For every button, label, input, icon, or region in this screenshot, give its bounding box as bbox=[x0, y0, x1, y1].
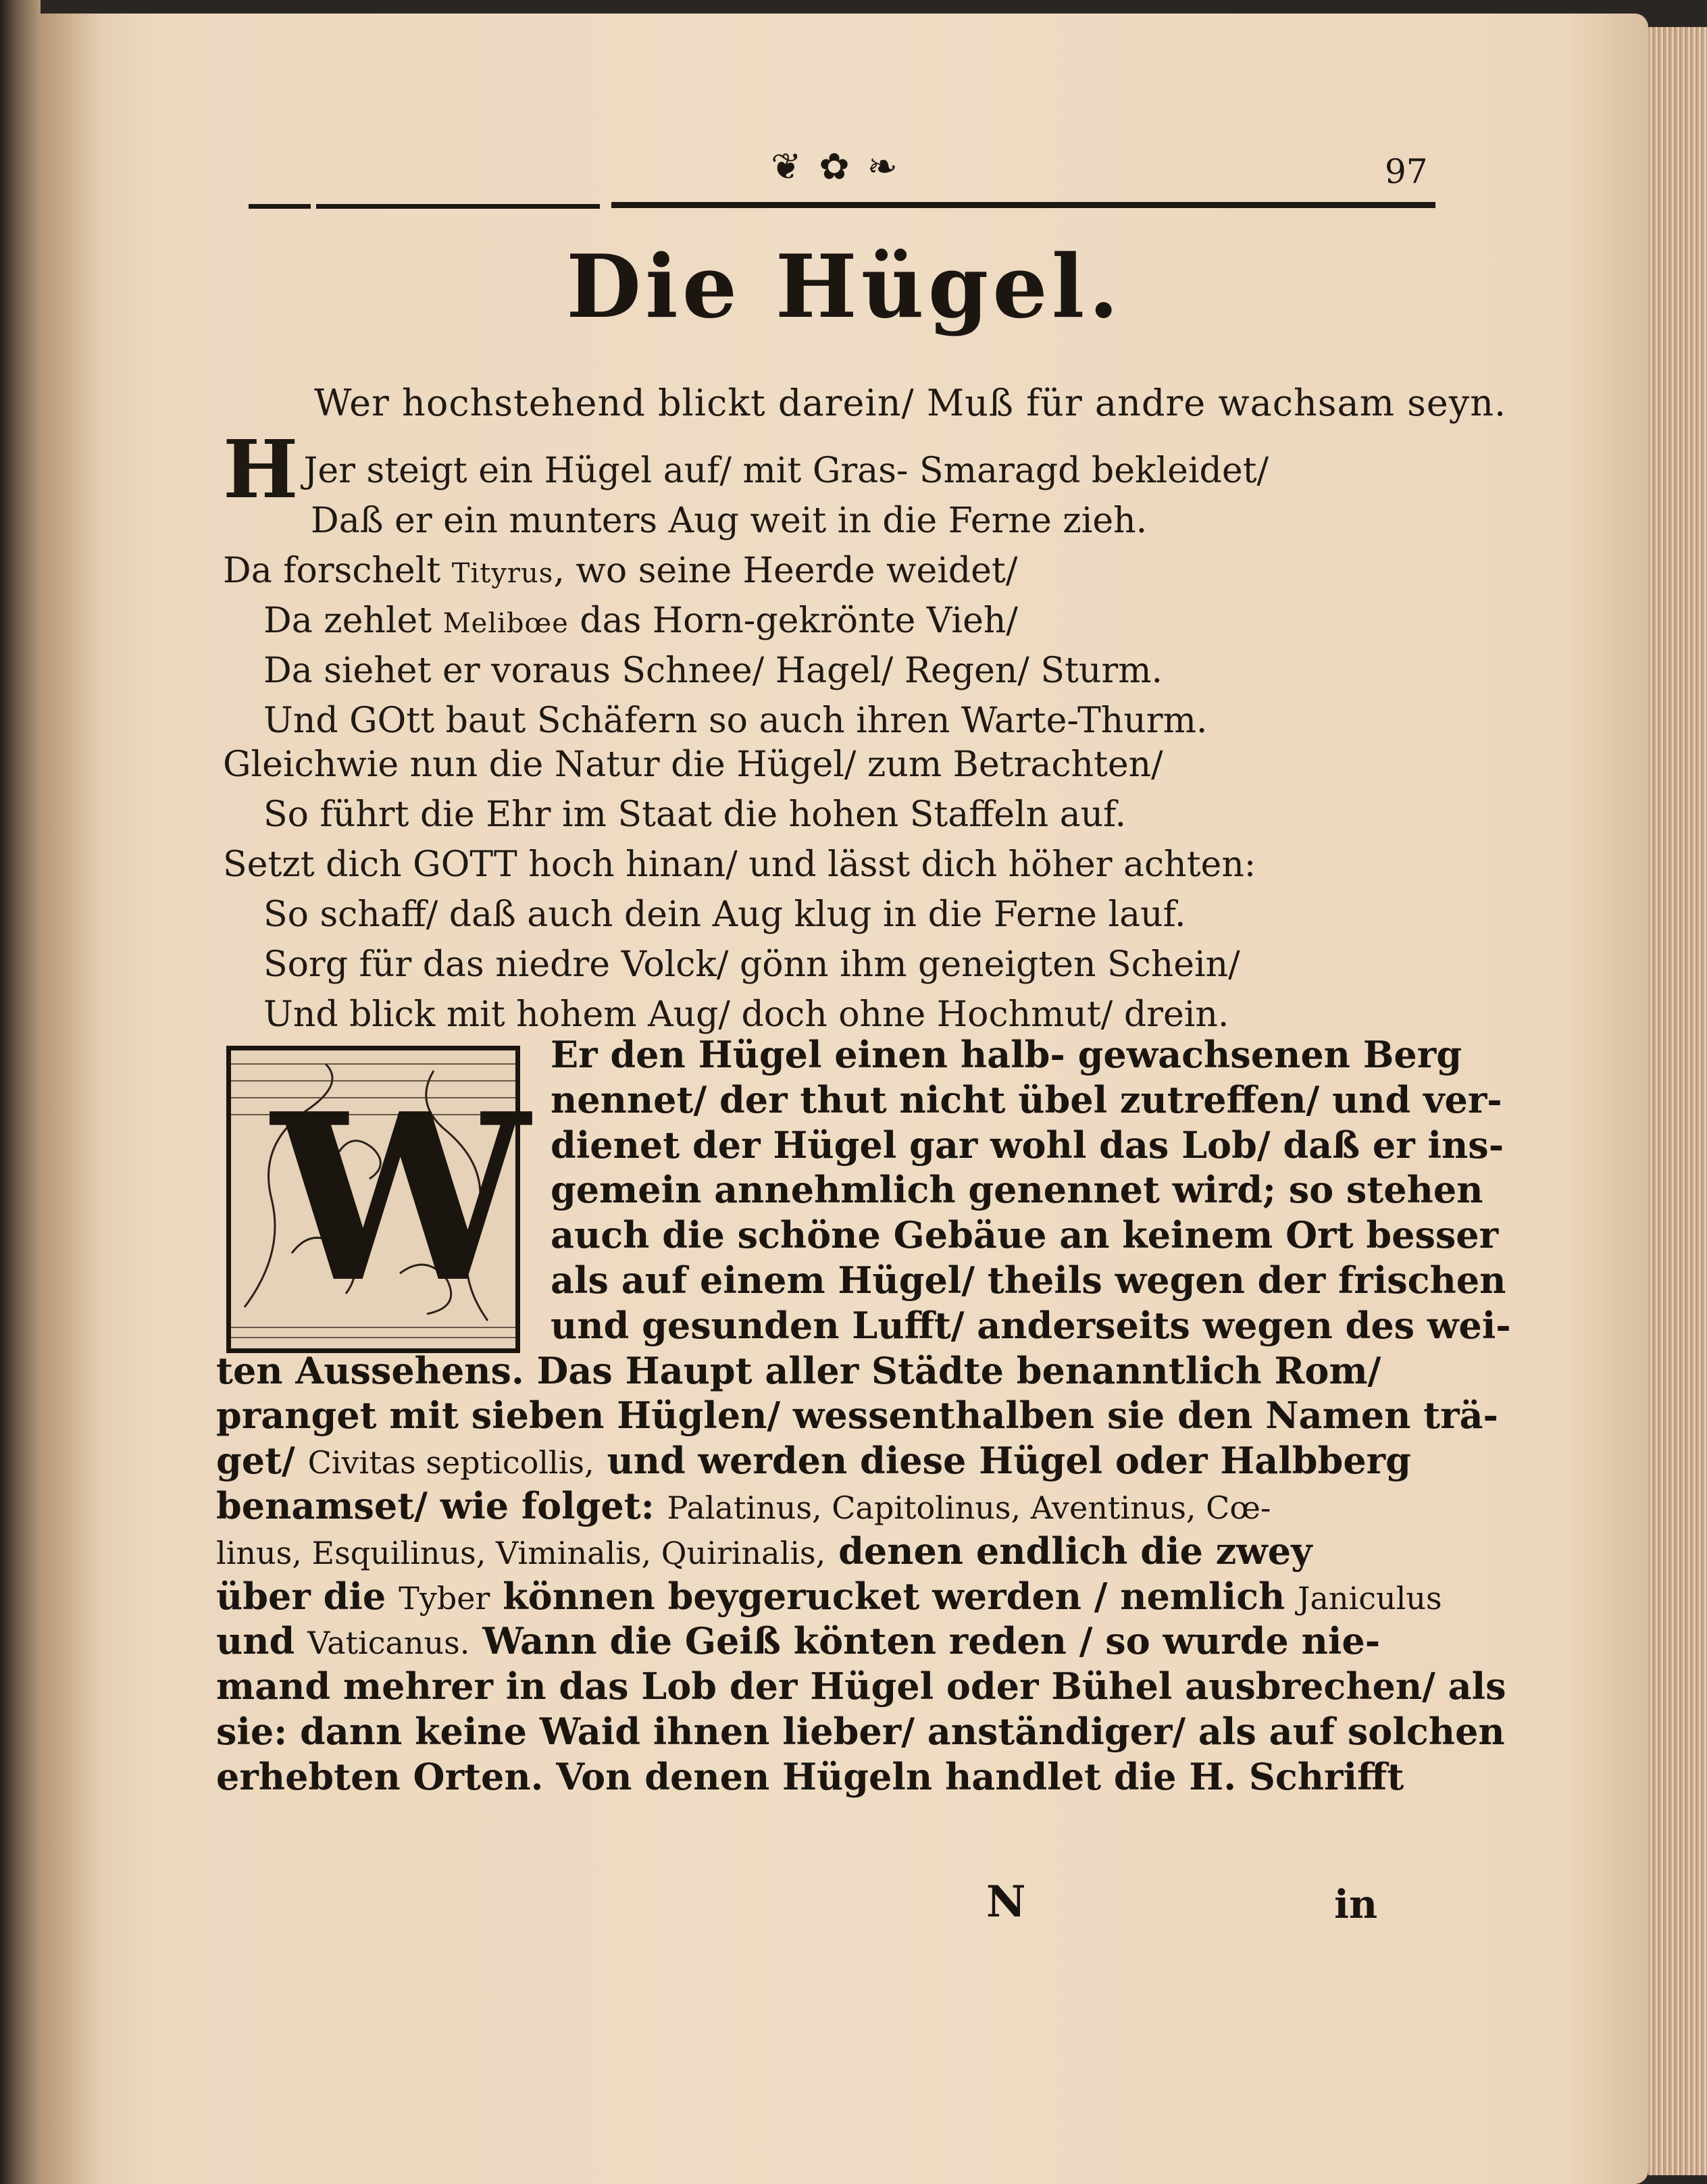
verse-text: Und GOtt baut Schäfern so auch ihren Warte-Thurm. bbox=[263, 701, 1208, 741]
prose-text: denen endlich die zwey bbox=[838, 1529, 1313, 1573]
latin-name: Melibœe bbox=[442, 608, 569, 639]
prose-line: nennet/ der thut nicht übel zutreffen/ und ver- bbox=[551, 1077, 1502, 1121]
page-stack-edges bbox=[1648, 27, 1707, 2175]
verse-line: So führt die Ehr im Staat die hohen Staffeln auf. bbox=[263, 794, 1127, 835]
verse-line: Gleichwie nun die Natur die Hügel/ zum Betrachten/ bbox=[223, 744, 1163, 785]
prose-line: als auf einem Hügel/ theils wegen der frischen bbox=[551, 1258, 1506, 1302]
prose-line: Er den Hügel einen halb- gewachsenen Berg bbox=[551, 1033, 1462, 1076]
prose-text: und werden diese Hügel oder Halbberg bbox=[607, 1439, 1411, 1483]
prose-paragraph bbox=[216, 1032, 1511, 1800]
verse-initial: H bbox=[223, 422, 299, 516]
verse-text: das Horn-gekrönte Vieh/ bbox=[580, 601, 1018, 641]
fleuron-left-icon: ❦ bbox=[771, 145, 802, 188]
flower-ornament-icon: ✿ bbox=[819, 145, 850, 188]
signature-mark: N bbox=[986, 1877, 1026, 1927]
verse-line: Setzt dich GOTT hoch hinan/ und lässt dich höher achten: bbox=[223, 844, 1256, 885]
verse-line bbox=[223, 596, 1439, 646]
prose-line: dienet der Hügel gar wohl das Lob/ daß er ins- bbox=[551, 1123, 1504, 1167]
verse-line: Sorg für das niedre Volck/ gönn ihm geneigten Schein/ bbox=[263, 944, 1240, 985]
page-number: 97 bbox=[1385, 152, 1428, 191]
prose-line bbox=[216, 1438, 1432, 1483]
prose-line: pranget mit sieben Hüglen/ wessenthalben sie den Namen trä- bbox=[216, 1394, 1498, 1438]
verse-text: Jer steigt ein Hügel auf/ mit Gras- Smaragd bekleidet/ bbox=[303, 451, 1269, 491]
initial-letter: W bbox=[272, 1064, 530, 1334]
prose-text: benamset/ wie folget: bbox=[216, 1483, 655, 1527]
facing-page-edge bbox=[0, 0, 41, 2184]
latin-text: linus, Esquilinus, Viminalis, Quirinalis, bbox=[216, 1534, 826, 1571]
prose-text: get/ bbox=[216, 1439, 295, 1483]
header-rule bbox=[316, 204, 600, 209]
verse-stanza-2 bbox=[223, 740, 1439, 1040]
verse-text: Da zehlet bbox=[263, 601, 432, 641]
prose-line: mand mehrer in das Lob der Hügel oder Bühel ausbrechen/ als bbox=[216, 1665, 1506, 1708]
header-rule bbox=[611, 202, 1435, 208]
verse-line: Und blick mit hohem Aug/ doch ohne Hochmut/ drein. bbox=[263, 994, 1229, 1035]
verse-line bbox=[223, 422, 1439, 516]
prose-line: und gesunden Lufft/ anderseits wegen des wei- bbox=[551, 1303, 1511, 1347]
prose-line: auch die schöne Gebäue an keinem Ort besser bbox=[551, 1213, 1499, 1257]
verse-text: Daß er ein munters Aug weit in die Ferne zieh. bbox=[311, 501, 1148, 541]
prose-text: Wann die Geiß könten reden / so wurde nie- bbox=[482, 1619, 1381, 1663]
verse-text: Da forschelt bbox=[223, 551, 441, 591]
verse-line bbox=[223, 696, 1439, 746]
prose-line bbox=[216, 1574, 1442, 1619]
prose-line: ten Aussehens. Das Haupt aller Städte benanntlich Rom/ bbox=[216, 1348, 1381, 1392]
latin-text: Palatinus, Capitolinus, Aventinus, Cœ- bbox=[667, 1489, 1271, 1526]
prose-text: und bbox=[216, 1619, 295, 1663]
catchword: in bbox=[1334, 1881, 1378, 1927]
latin-text: Janiculus bbox=[1298, 1579, 1442, 1617]
page-gutter bbox=[41, 14, 101, 2184]
motto: Wer hochstehend blickt darein/ Muß für andre wachsam seyn. bbox=[314, 382, 1507, 424]
verse-line: So schaff/ daß auch dein Aug klug in die Ferne lauf. bbox=[263, 894, 1186, 935]
prose-line: gemein annehmlich genennet wird; so stehen bbox=[551, 1168, 1483, 1212]
prose-text: können beygerucket werden / nemlich bbox=[503, 1574, 1285, 1618]
header-rule bbox=[249, 204, 311, 209]
verse-stanza-1 bbox=[223, 422, 1439, 746]
prose-text: über die bbox=[216, 1574, 386, 1618]
verse-line bbox=[223, 496, 1439, 546]
latin-text: Tyber bbox=[399, 1579, 490, 1617]
prose-line bbox=[216, 1619, 1432, 1664]
prose-line bbox=[216, 1483, 1432, 1529]
prose-line: sie: dann keine Waid ihnen lieber/ anständiger/ als auf solchen bbox=[216, 1709, 1505, 1753]
prose-line bbox=[216, 1529, 1432, 1574]
header-ornament bbox=[733, 143, 936, 191]
verse-text: , wo seine Heerde weidet/ bbox=[553, 551, 1018, 591]
prose-line: erhebten Orten. Von denen Hügeln handlet die H. Schrifft bbox=[216, 1754, 1404, 1798]
verse-text: Da siehet er voraus Schnee/ Hagel/ Regen/ Sturm. bbox=[263, 651, 1163, 691]
chapter-title: Die Hügel. bbox=[566, 236, 1123, 338]
fleuron-right-icon: ❧ bbox=[867, 145, 898, 188]
latin-text: Vaticanus. bbox=[307, 1625, 470, 1662]
verse-line bbox=[223, 646, 1439, 696]
latin-text: Civitas septicollis, bbox=[307, 1444, 594, 1481]
latin-name: Tityrus bbox=[451, 558, 554, 589]
verse-line bbox=[223, 546, 1439, 596]
